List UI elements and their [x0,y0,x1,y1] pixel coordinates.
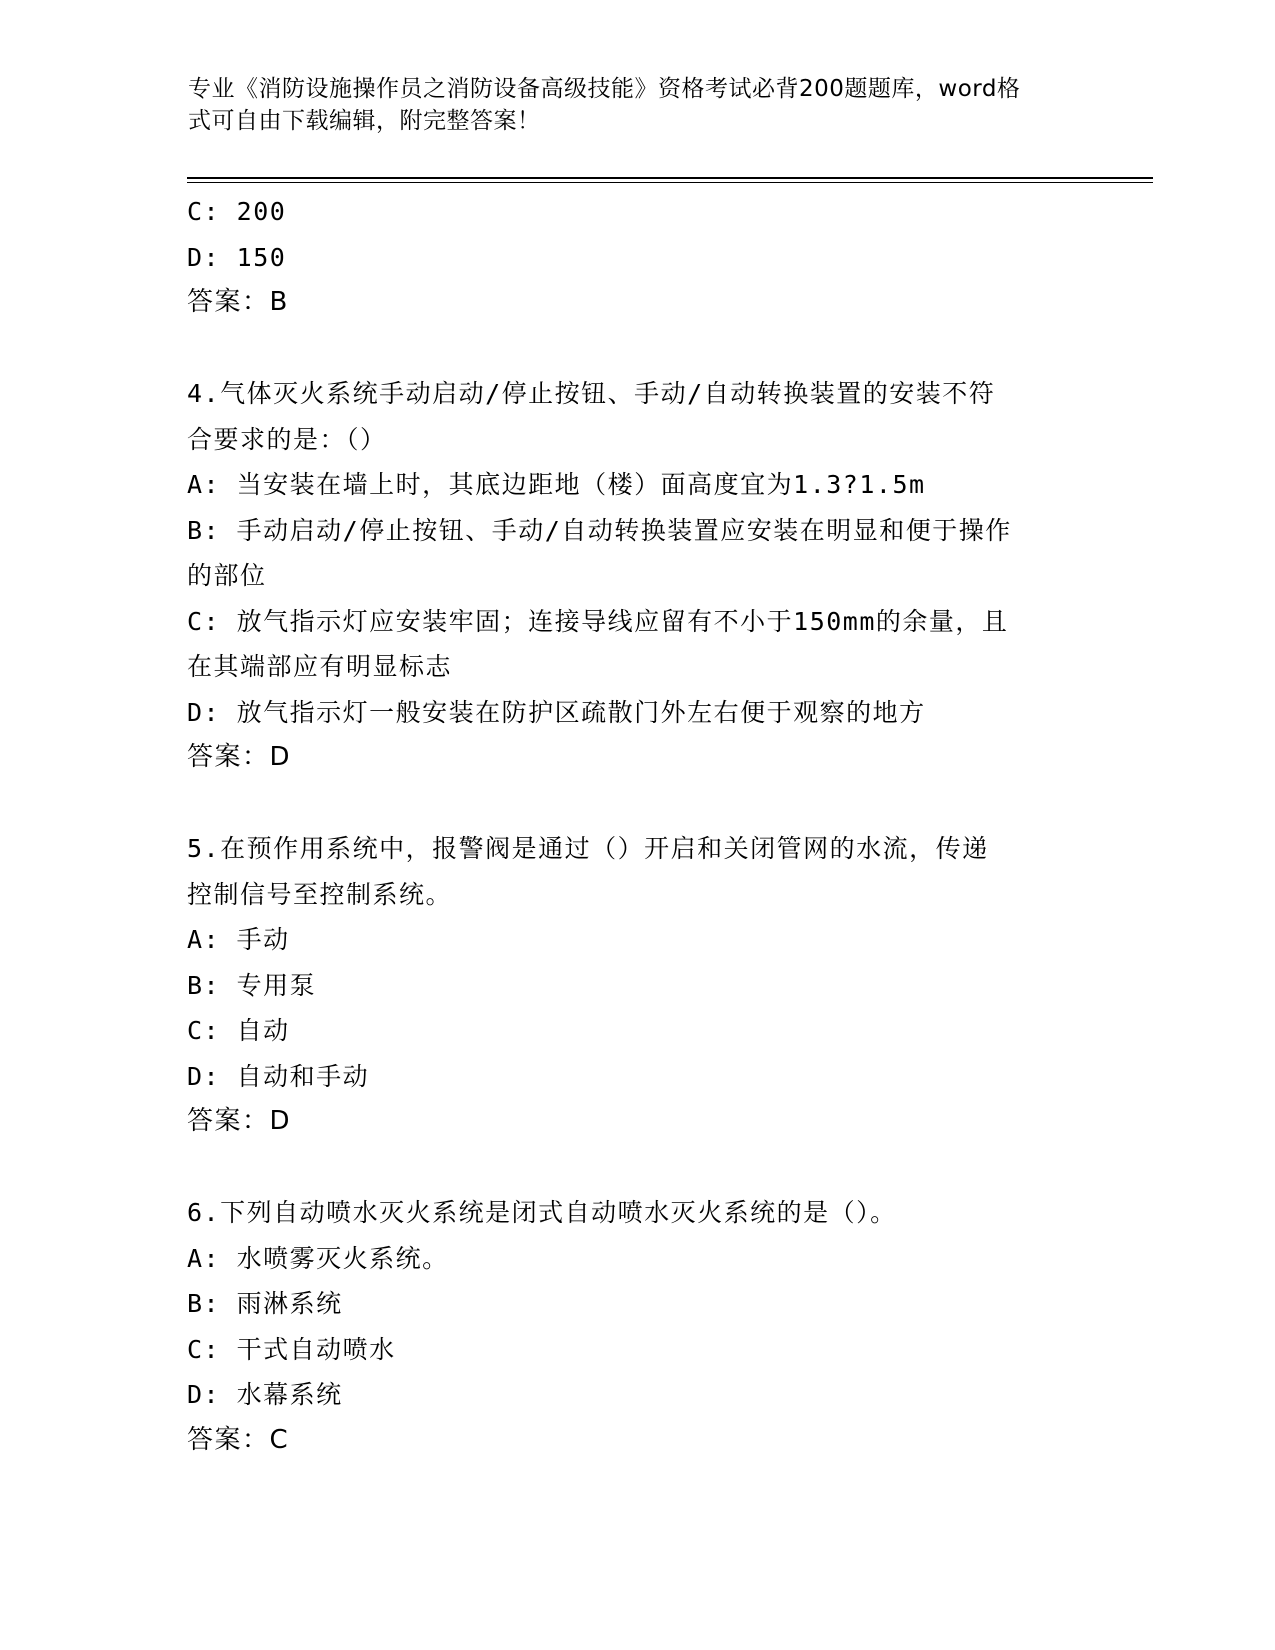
question-stem: 5.在预作用系统中，报警阀是通过（）开启和关闭管网的水流，传递 [187,834,989,863]
answer: 答案：C [187,1424,290,1455]
answer: 答案：D [187,1106,292,1136]
option-d: D: 水幕系统 [187,1380,343,1409]
question-block-5 [187,826,1067,1145]
answer: 答案：B [187,287,289,317]
option-a: A: 当安装在墙上时，其底边距地（楼）面高度宜为1.3?1.5m [187,470,926,499]
question-block-prev [187,189,1067,326]
option-d: D: 放气指示灯一般安装在防护区疏散门外左右便于观察的地方 [187,697,926,727]
question-stem-continued: 控制信号至控制系统。 [187,879,453,909]
question-stem: 4.气体灭火系统手动启动/停止按钮、手动/自动转换装置的安装不符 [187,379,996,408]
option-b: B: 手动启动/停止按钮、手动/自动转换装置应安装在明显和便于操作 [187,515,1012,545]
option-b-continued: 的部位 [187,561,267,590]
spacer [187,781,1067,827]
option-a: A: 手动 [187,925,290,954]
question-block-4 [187,371,1067,781]
header-divider-thick [187,177,1153,179]
option-d: D: 150 [187,242,287,272]
option-c: C: 自动 [187,1016,290,1045]
page-header [188,73,1068,137]
option-c: C: 干式自动喷水 [187,1334,396,1364]
option-a: A: 水喷雾灭火系统。 [187,1243,449,1273]
header-divider-thin [187,182,1153,183]
option-b: B: 雨淋系统 [187,1289,343,1318]
question-stem-continued: 合要求的是：（） [187,424,387,454]
question-block-6 [187,1190,1067,1463]
answer: 答案：D [187,742,292,772]
header-title-line-2: 式可自由下载编辑，附完整答案！ [188,108,541,134]
option-c-continued: 在其端部应有明显标志 [187,652,453,681]
question-list [187,189,1067,1463]
spacer [187,1145,1067,1191]
spacer [187,326,1067,372]
option-c: C: 200 [187,197,287,226]
question-stem: 6.下列自动喷水灭火系统是闭式自动喷水灭火系统的是（）。 [187,1198,897,1227]
option-c: C: 放气指示灯应安装牢固；连接导线应留有不小于150mm的余量，且 [187,606,1009,636]
option-b: B: 专用泵 [187,970,317,1000]
option-d: D: 自动和手动 [187,1061,370,1091]
header-title-line-1: 专业《消防设施操作员之消防设备高级技能》资格考试必背200题题库，word格 [188,76,1021,102]
